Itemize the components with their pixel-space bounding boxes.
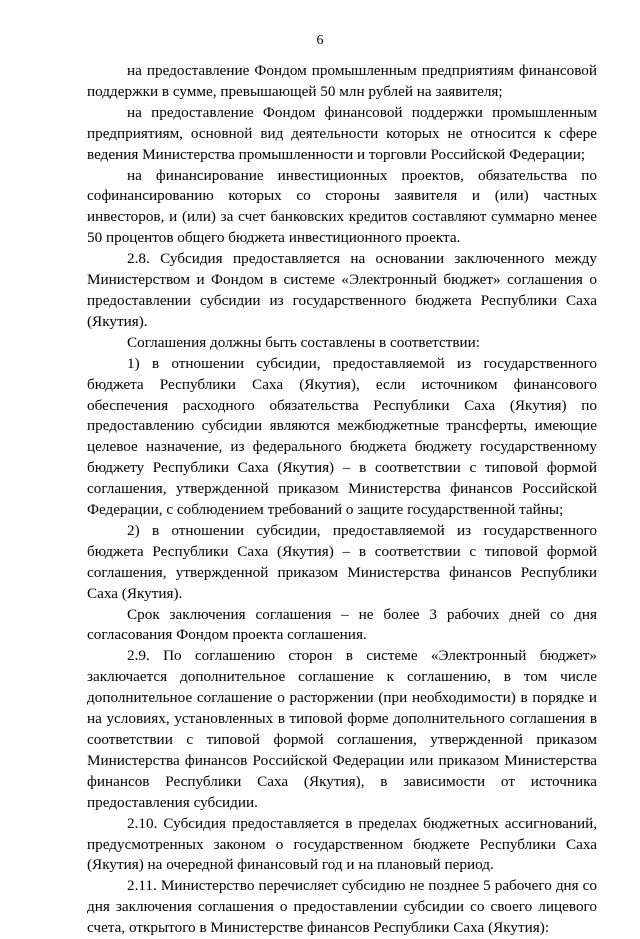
paragraph: 2) в отношении субсидии, предоставляемой из государственного бюджета Республики Саха (Якутия) – в соответствии с типовой формой соглашения, утвержденной приказом Министерства финансов Республики Саха (Якутия). bbox=[87, 521, 597, 602]
paragraph: на финансирование инвестиционных проектов, обязательства по софинансированию которых со стороны заявителя и (или) частных инвесторов, и (или) за счет банковских кредитов составляют суммарно менее 50 процентов общего бюджета инвестиционного проекта. bbox=[87, 166, 597, 247]
paragraph: на предоставление Фондом промышленным предприятиям финансовой поддержки в сумме, превышающей 50 млн рублей на заявителя; bbox=[87, 62, 597, 100]
document-body bbox=[87, 61, 597, 939]
paragraph: 2.10. Субсидия предоставляется в пределах бюджетных ассигнований, предусмотренных законом о государственном бюджете Республики Саха (Якутия) на очередной финансовый год и на плановый период. bbox=[87, 814, 597, 874]
paragraph: Срок заключения соглашения – не более 3 рабочих дней со дня согласования Фондом проекта соглашения. bbox=[87, 605, 597, 644]
page-number: 6 bbox=[316, 33, 324, 48]
paragraph: 2.9. По соглашению сторон в системе «Электронный бюджет» заключается дополнительное соглашение к соглашению, в том числе дополнительное соглашение о расторжении (при необходимости) в порядке и на условиях, установленных в типовой форме дополнительного соглашения в соответствии с типовой формой соглашения, утвержденной приказом Министерства финансов Российской Федерации или приказом Министерства финансов Республики Саха (Якутия), в зависимости от источника предоставления субсидии. bbox=[87, 647, 597, 811]
paragraph: 2.8. Субсидия предоставляется на основании заключенного между Министерством и Фондом в системе «Электронный бюджет» соглашения о предоставлении субсидии из государственного бюджета Республики Саха (Якутия). bbox=[87, 250, 597, 330]
paragraph: 2.11. Министерство перечисляет субсидию не позднее 5 рабочего дня со дня заключения соглашения о предоставлении субсидии со своего лицевого счета, открытого в Министерстве финансов Республики Саха (Якутия): bbox=[87, 877, 597, 937]
paragraph: Соглашения должны быть составлены в соответствии: bbox=[127, 333, 481, 351]
paragraph: на предоставление Фондом финансовой поддержки промышленным предприятиям, основной вид деятельности которых не относится к сфере ведения Министерства промышленности и торговли Российской Федерации; bbox=[87, 103, 597, 163]
paragraph: 1) в отношении субсидии, предоставляемой из государственного бюджета Республики Саха (Якутия), если источником финансового обеспечения расходного обязательства Республики Саха (Якутия) по предоставлению субсидии являются межбюджетные трансферты, имеющие целевое назначение, из федерального бюджета бюджету государственному бюджету Республики Саха (Якутия) – в соответствии с типовой формой соглашения, утвержденной приказом Министерства финансов Российской Федерации, с соблюдением требований о защите государственной тайны; bbox=[87, 354, 597, 519]
